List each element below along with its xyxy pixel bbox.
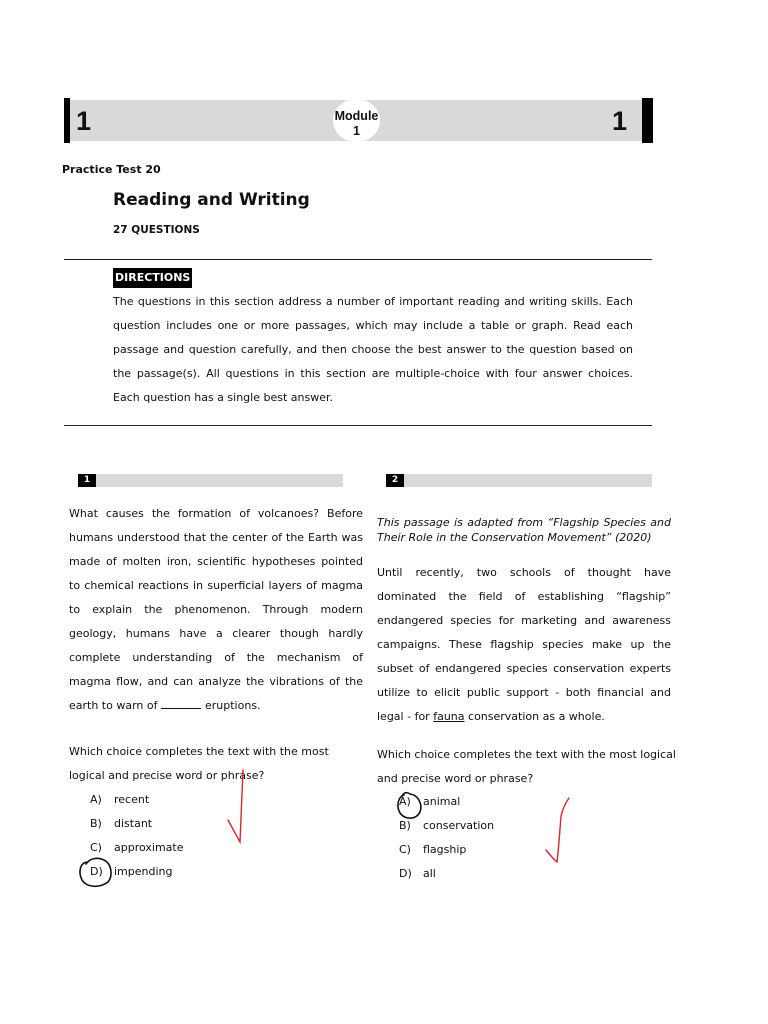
module-badge <box>333 99 380 142</box>
passage-1-end: eruptions. <box>205 699 261 712</box>
question-number-2: 2 <box>386 474 404 487</box>
question-count: 27 QUESTIONS <box>113 224 200 236</box>
choice-d[interactable]: D) impending <box>90 865 173 878</box>
header-right-bar <box>642 98 653 143</box>
practice-test-label: Practice Test 20 <box>62 163 161 176</box>
directions-text: The questions in this section address a number of important reading and writing skills. Each question includes one or more passages, which may include a table or graph. Read each passage and question carefully, and then choose the best answer to the question based on the passage(s). All questions in this section are multiple-choice with four answer choices. Each question has a single best answer. <box>113 295 633 404</box>
directions-tag: DIRECTIONS <box>113 268 192 288</box>
module-label: Module <box>334 109 379 123</box>
choice-a[interactable]: A) recent <box>90 793 150 806</box>
passage-1-text: What causes the formation of volcanoes? Before humans understood that the center of the Earth was made of molten iron, scientific hypotheses pointed to chemical reactions in superficial layers of magma to explain the phenomenon. Through modern geology, humans have a clearer though hardly complete understanding of the mechanism of magma flow, and can analyze the vibrations of the earth to warn of <box>69 507 363 712</box>
question-2-choices <box>399 790 494 886</box>
check-mark-q2 <box>546 798 569 862</box>
divider-bottom <box>64 425 652 426</box>
question-1-passage <box>69 502 363 718</box>
question-2-intro: This passage is adapted from “Flagship Species and Their Role in the Conservation Movement” (2020) <box>377 516 671 544</box>
question-2-passage <box>377 561 671 729</box>
section-title: Reading and Writing <box>113 190 310 210</box>
choice-d[interactable]: D) all <box>399 867 436 880</box>
question-1-choices <box>90 788 183 884</box>
question-header-bar-2 <box>404 474 652 487</box>
header-left-number: 1 <box>76 106 92 136</box>
module-number: 1 <box>353 124 360 138</box>
divider-top <box>64 259 652 260</box>
passage-2-end: conservation as a whole. <box>468 710 605 723</box>
choice-a[interactable]: A) animal <box>399 795 461 808</box>
choice-c[interactable]: C) flagship <box>399 843 467 856</box>
header-left-bar <box>64 98 70 143</box>
header-right-number: 1 <box>612 106 628 136</box>
choice-b[interactable]: B) conservation <box>399 819 495 832</box>
answer-blank <box>161 699 201 709</box>
question-header-bar-1 <box>96 474 343 487</box>
question-2-stem: Which choice completes the text with the most logical and precise word or phrase? <box>377 748 676 785</box>
underlined-word: fauna <box>433 710 465 723</box>
question-1-stem: Which choice completes the text with the most logical and precise word or phrase? <box>69 745 329 782</box>
question-number-1: 1 <box>78 474 96 487</box>
choice-b[interactable]: B) distant <box>90 817 153 830</box>
passage-2-text: Until recently, two schools of thought have dominated the field of establishing “flagship” endangered species for marketing and awareness campaigns. These flagship species make up the subset of endangered species conservation experts utilize to elicit public support - both financial and legal - for <box>377 566 671 723</box>
choice-c[interactable]: C) approximate <box>90 841 184 854</box>
